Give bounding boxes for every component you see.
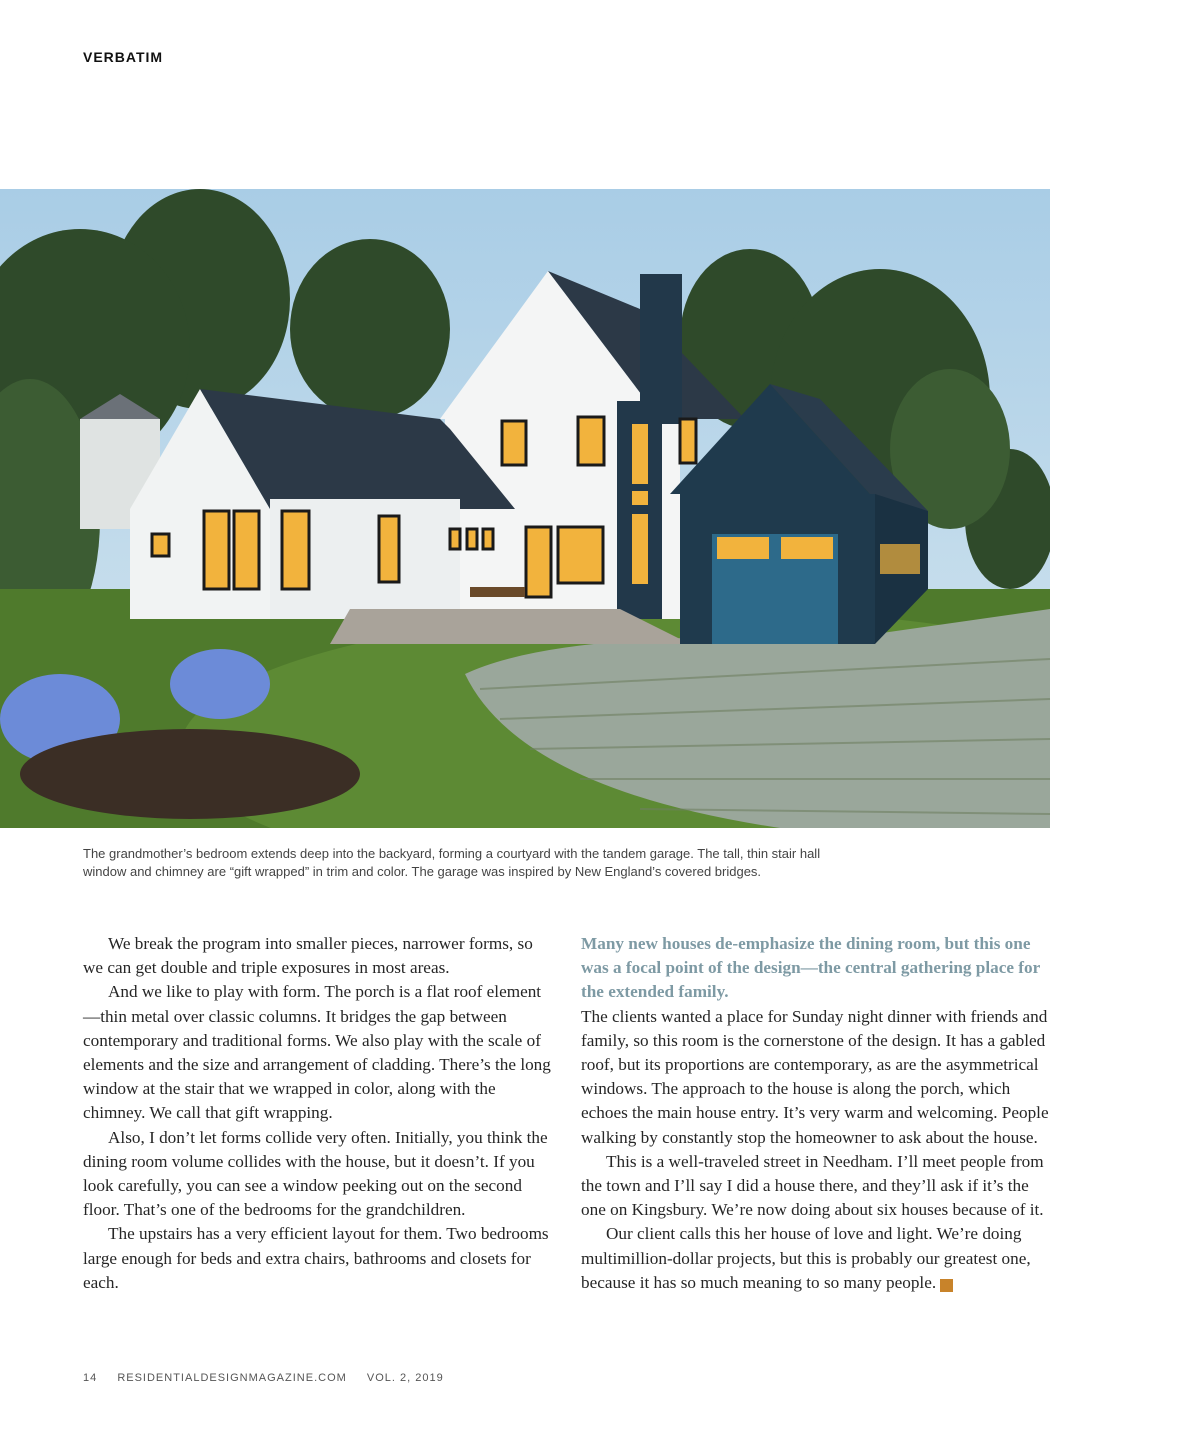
article-right-column <box>581 932 1051 1295</box>
page-number: 14 <box>83 1372 98 1384</box>
house-photo <box>0 189 1050 828</box>
issue-label: VOL. 2, 2019 <box>366 1372 444 1384</box>
pull-quote: Many new houses de-emphasize the dining room, but this one was a focal point of the design—the central gathering place for the extended family. <box>581 934 1040 1002</box>
caption-line-2: window and chimney are “gift wrapped” in trim and color. The garage was inspired by New England’s covered bridges. <box>83 864 762 879</box>
paragraph-text: Our client calls this her house of love and light. We’re doing multimillion-dollar projects, but this is probably our greatest one, because it has so much meaning to so many people. <box>581 1224 1031 1292</box>
site-url: RESIDENTIALDESIGNMAGAZINE.COM <box>117 1372 347 1384</box>
paragraph: Also, I don’t let forms collide very often. Initially, you think the dining room volume collides with the house, but it doesn’t. If you look carefully, you can see a window peeking out on the second floor. That’s one of the bedrooms for the grandchildren. <box>83 1127 548 1220</box>
photo-caption <box>83 845 963 881</box>
paragraph: The upstairs has a very efficient layout for them. Two bedrooms large enough for beds and extra chairs, bathrooms and closets for each. <box>83 1224 549 1292</box>
paragraph: The clients wanted a place for Sunday night dinner with friends and family, so this room is the cornerstone of the design. It has a gabled roof, but its proportions are contemporary, as are the asymmetrical windows. The approach to the house is along the porch, which echoes the main house entry. It’s very warm and welcoming. People walking by constantly stop the homeowner to ask about the house. <box>581 1006 1049 1147</box>
paragraph-last <box>581 1222 1051 1295</box>
article-left-column <box>83 932 553 1295</box>
paragraph: This is a well-traveled street in Needham. I’ll meet people from the town and I’ll say I did a house there, and they’ll ask if it’s the one on Kingsbury. We’re now doing about six houses because of it. <box>581 1151 1044 1220</box>
section-label: VERBATIM <box>83 49 164 65</box>
paragraph: We break the program into smaller pieces, narrower forms, so we can get double and triple exposures in most areas. <box>83 934 533 978</box>
end-mark-icon: RD <box>940 1279 953 1292</box>
paragraph: And we like to play with form. The porch is a flat roof element—thin metal over classic columns. It bridges the gap between contemporary and traditional forms. We also play with the scale of elements and the size and arrangement of cladding. There’s the long window at the stair that we wrapped in color, along with the chimney. We call that gift wrapping. <box>83 982 551 1123</box>
page-footer <box>83 1372 460 1384</box>
caption-line-1: The grandmother’s bedroom extends deep into the backyard, forming a courtyard with the tandem garage. The tall, thin stair hall <box>83 846 821 861</box>
